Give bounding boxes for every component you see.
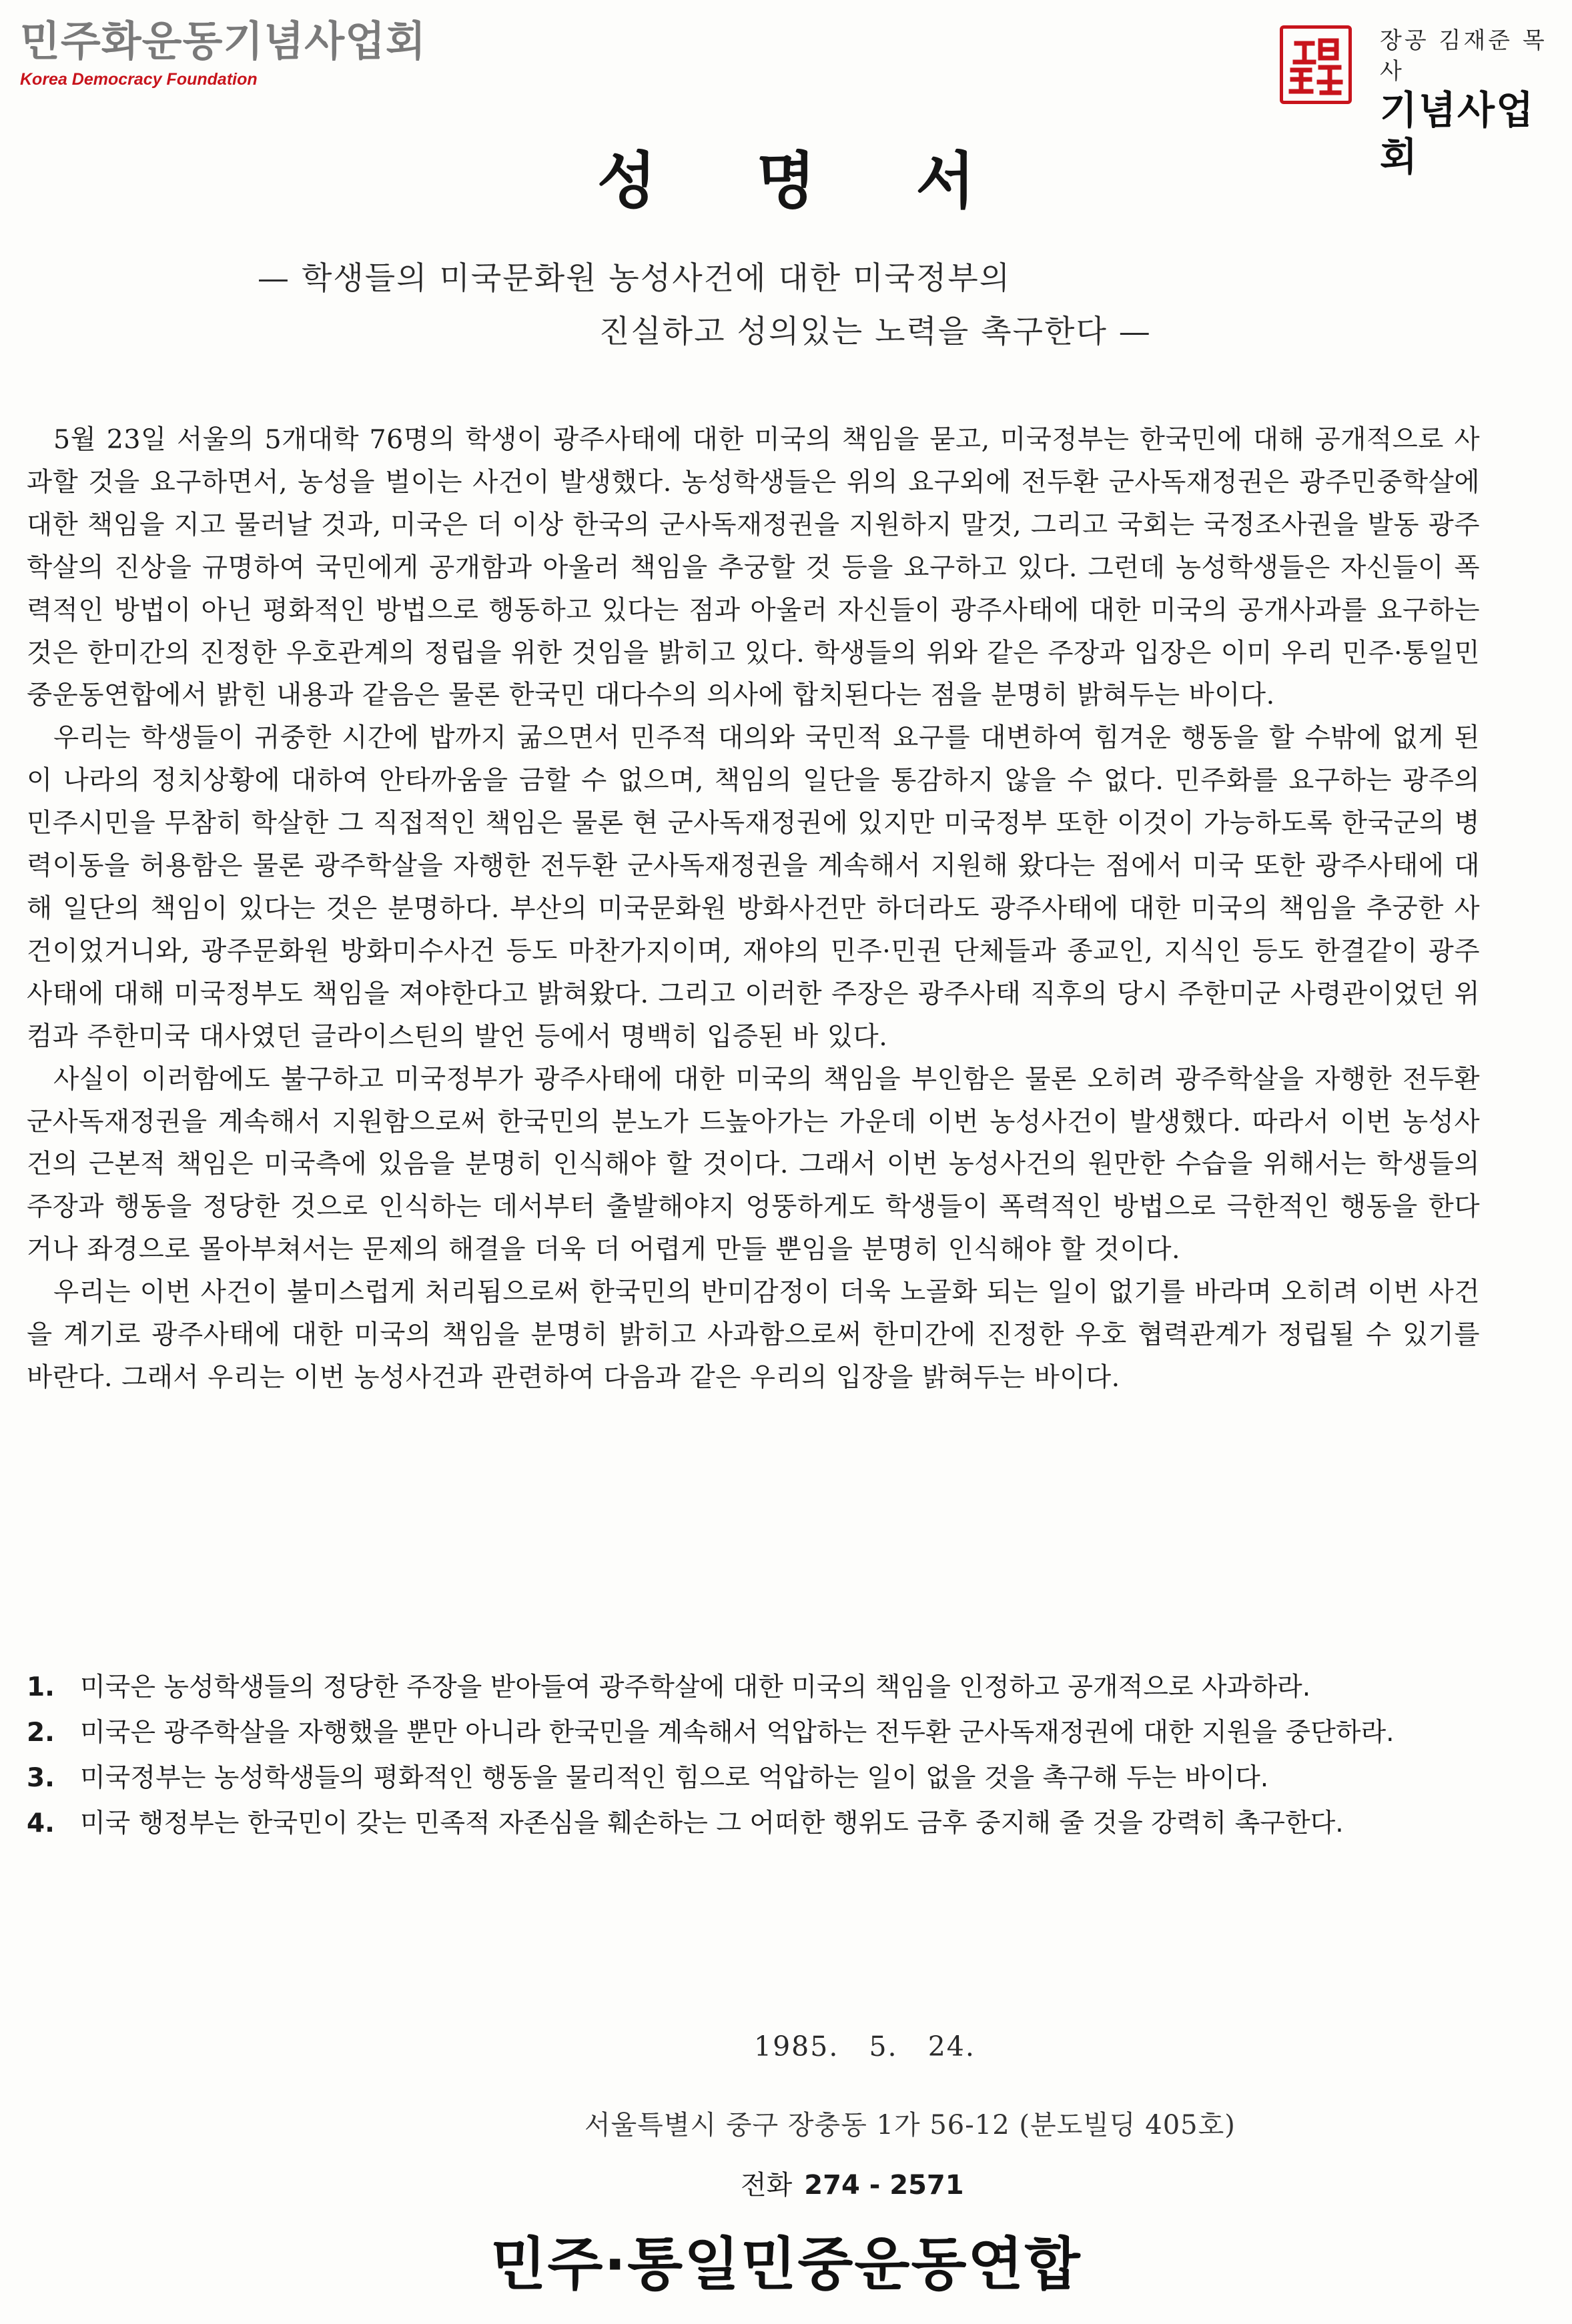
demand-item <box>27 1666 1488 1710</box>
demands-list <box>27 1666 1488 1847</box>
foundation-logo <box>20 15 426 89</box>
organization-phone <box>741 2167 964 2204</box>
organization-address: 서울특별시 중구 장충동 1가 56-12 (분도빌딩 405호) <box>584 2110 1236 2141</box>
memorial-society-title: 기념사업회 <box>1380 87 1535 179</box>
body-paragraph-2: 우리는 학생들이 귀중한 시간에 밥까지 굶으면서 민주적 대의와 국민적 요구를 대변하여 힘겨운 행동을 할 수밖에 없게 된 이 나라의 정치상황에 대하여 안타까움을 금할 수 없으며, 책임의 일단을 통감하지 않을 수 없다. 민주화를 요구하는 광주의 민주시민을 무참히 학살한 그 직접적인 책임은 물론 현 군사독재정권에 있지만 미국정부 또한 이것이 가능하도록 한국군의 병력이동을 허용함은 물론 광주학살을 자행한 전두환 군사독재정권을 계속해서 지원해 왔다는 점에서 미국 또한 광주사태에 대해 일단의 책임이 있다는 것은 분명하다. 부산의 미국문화원 방화사건만 하더라도 광주사태에 대한 미국의 책임을 추궁한 사건이었거니와, 광주문화원 방화미수사건 등도 마찬가지이며, 재야의 민주·민권 단체들과 종교인, 지식인 등도 한결같이 광주사태에 대해 미국정부도 책임을 져야한다고 밝혀왔다. 그리고 이러한 주장은 광주사태 직후의 당시 주한미군 사령관이었던 위컴과 주한미국 대사였던 글라이스틴의 발언 등에서 명백히 입증된 바 있다. <box>27 722 1480 1052</box>
subtitle-line-2: 진실하고 성의있는 노력을 촉구한다 — <box>599 314 1152 350</box>
memorial-society-logo <box>1280 25 1560 179</box>
body-paragraph-3: 사실이 이러함에도 불구하고 미국정부가 광주사태에 대한 미국의 책임을 부인함은 물론 오히려 광주학살을 자행한 전두환 군사독재정권을 계속해서 지원함으로써 한국민의 분노가 드높아가는 가운데 이번 농성사건이 발생했다. 따라서 이번 농성사건의 근본적 책임은 미국측에 있음을 분명히 인식해야 할 것이다. 그래서 이번 농성사건의 원만한 수습을 위해서는 학생들의 주장과 행동을 정당한 것으로 인식하는 데서부터 출발해야지 엉뚱하게도 학생들이 폭력적인 방법으로 극한적인 행동을 한다거나 좌경으로 몰아부쳐서는 문제의 해결을 더욱 더 어렵게 만들 뿐임을 분명히 인식해야 할 것이다. <box>27 1063 1480 1265</box>
demand-number: 4. <box>27 1808 55 1838</box>
demand-item <box>27 1802 1488 1846</box>
demand-text: 미국은 광주학살을 자행했을 뿐만 아니라 한국민을 계속해서 억압하는 전두환 군사독재정권에 대한 지원을 중단하라. <box>80 1718 1395 1748</box>
demand-text: 미국은 농성학생들의 정당한 주장을 받아들여 광주학살에 대한 미국의 책임을 인정하고 공개적으로 사과하라. <box>80 1672 1311 1702</box>
foundation-name-korean: 민주화운동기념사업회 <box>20 17 426 65</box>
red-seal-stamp-icon <box>1280 25 1352 104</box>
demand-number: 3. <box>27 1763 55 1793</box>
memorial-society-subtitle: 장공 김재준 목사 <box>1380 27 1547 85</box>
organization-name: 민주·통일민중운동연합 <box>490 2231 1082 2298</box>
statement-date: 1985. 5. 24. <box>754 2030 975 2063</box>
statement-body <box>27 419 1480 1399</box>
demand-text: 미국정부는 농성학생들의 평화적인 행동을 물리적인 힘으로 억압하는 일이 없을 것을 촉구해 두는 바이다. <box>80 1763 1269 1793</box>
demand-text: 미국 행정부는 한국민이 갖는 민족적 자존심을 훼손하는 그 어떠한 행위도 금후 중지해 줄 것을 강력히 촉구한다. <box>80 1808 1344 1838</box>
body-paragraph-4: 우리는 이번 사건이 불미스럽게 처리됨으로써 한국민의 반미감정이 더욱 노골화 되는 일이 없기를 바라며 오히려 이번 사건을 계기로 광주사태에 대한 미국의 책임을 분명히 밝히고 사과함으로써 한미간에 진정한 우호 협력관계가 정립될 수 있기를 바란다. 그래서 우리는 이번 농성사건과 관련하여 다음과 같은 우리의 입장을 밝혀두는 바이다. <box>27 1277 1480 1393</box>
demand-number: 1. <box>27 1672 55 1702</box>
demand-item <box>27 1756 1488 1800</box>
foundation-name-english: Korea Democracy Foundation <box>20 70 258 89</box>
demand-number: 2. <box>27 1718 55 1748</box>
demand-item <box>27 1711 1488 1755</box>
body-paragraph-1: 5월 23일 서울의 5개대학 76명의 학생이 광주사태에 대한 미국의 책임을 묻고, 미국정부는 한국민에 대해 공개적으로 사과할 것을 요구하면서, 농성을 벌이는 사건이 발생했다. 농성학생들은 위의 요구외에 전두환 군사독재정권은 광주민중학살에 대한 책임을 지고 물러날 것과, 미국은 더 이상 한국의 군사독재정권을 지원하지 말것, 그리고 국회는 국정조사권을 발동 광주학살의 진상을 규명하여 국민에게 공개함과 아울러 책임을 추궁할 것 등을 요구하고 있다. 그런데 농성학생들은 자신들이 폭력적인 방법이 아닌 평화적인 방법으로 행동하고 있다는 점과 아울러 자신들이 광주사태에 대한 미국의 공개사과를 요구하는 것은 한미간의 진정한 우호관계의 정립을 위한 것임을 밝히고 있다. 학생들의 위와 같은 주장과 입장은 이미 우리 민주·통일민중운동연합에서 밝힌 내용과 같음은 물론 한국민 대다수의 의사에 합치된다는 점을 분명히 밝혀두는 바이다. <box>27 424 1480 711</box>
document-title: 성명서 <box>597 145 1076 217</box>
phone-label: 전화 <box>741 2170 793 2201</box>
subtitle-line-1: — 학생들의 미국문화원 농성사건에 대한 미국정부의 <box>258 260 1012 297</box>
phone-number: 274 - 2571 <box>804 2170 964 2201</box>
